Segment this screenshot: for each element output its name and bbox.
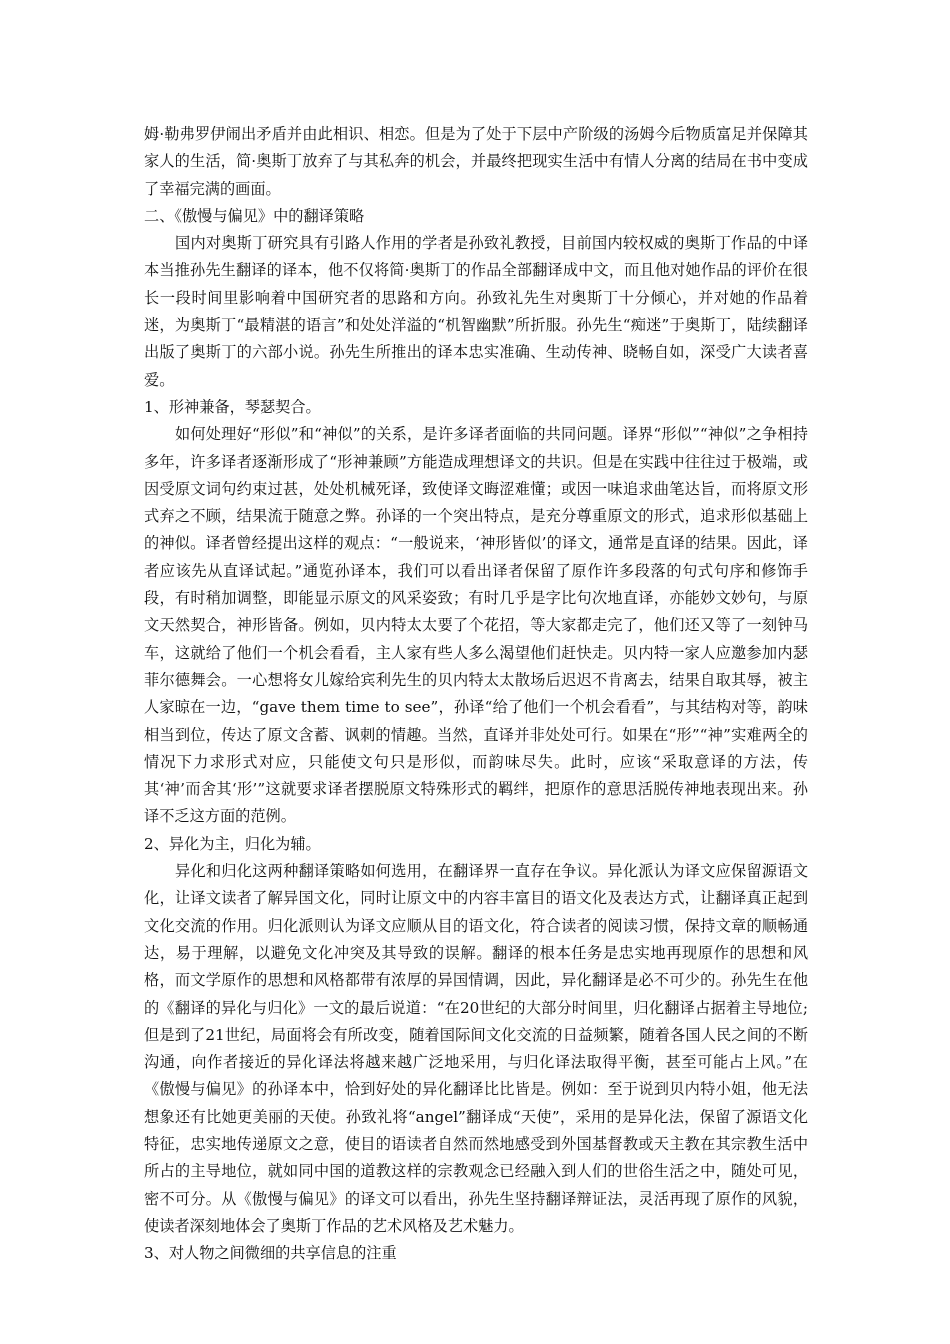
paragraph-sun-zhili: 国内对奥斯丁研究具有引路人作用的学者是孙致礼教授，目前国内较权威的奥斯丁作品的中译本当推孙先生翻译的译本，他不仅将简·奥斯丁的作品全部翻译成中文，而且他对她作品的评价在很长一段时间里影响着中国研究者的思路和方向。孙致礼先生对奥斯丁十分倾心，并对她的作品着迷，为奥斯丁“最精湛的语言”和处处洋溢的“机智幽默”所折服。孙先生“痴迷”于奥斯丁，陆续翻译出版了奥斯丁的六部小说。孙先生所推出的译本忠实准确、生动传神、晓畅自如，深受广大读者喜爱。 bbox=[144, 234, 808, 389]
document-page bbox=[144, 121, 808, 1267]
paragraph-foreignization: 异化和归化这两种翻译策略如何选用，在翻译界一直存在争议。异化派认为译文应保留源语文化，让译文读者了解异国文化，同时让原文中的内容丰富目的语文化及表达方式，让翻译真正起到文化交流的作用。归化派则认为译文应顺从目的语文化，符合读者的阅读习惯，保持文章的顺畅通达，易于理解，以避免文化冲突及其导致的误解。翻译的根本任务是忠实地再现原作的思想和风格，而文学原作的思想和风格都带有浓厚的异国情调，因此，异化翻译是必不可少的。孙先生在他的《翻译的异化与归化》一文的最后说道：“在20世纪的大部分时间里，归化翻译占据着主导地位;但是到了21世纪，局面将会有所改变，随着国际间文化交流的日益频繁，随着各国人民之间的不断沟通，向作者接近的异化译法将越来越广泛地采用，与归化译法取得平衡，甚至可能占上风。”在《傲慢与偏见》的孙译本中，恰到好处的异化翻译比比皆是。例如：至于说到贝内特小姐，他无法想象还有比她更美丽的天使。孙致礼将“angel”翻译成“天使”，采用的是异化法，保留了源语文化特征，忠实地传递原文之意，使目的语读者自然而然地感受到外国基督教或天主教在其宗教生活中所占的主导地位，就如同中国的道教这样的宗教观念已经融入到人们的世俗生活之中，随处可见，密不可分。从《傲慢与偏见》的译文可以看出，孙先生坚持翻译辩证法，灵活再现了原作的风貌，使读者深刻地体会了奥斯丁作品的艺术风格及艺术魅力。 bbox=[144, 862, 808, 1235]
subheading-foreignization: 2、异化为主，归化为辅。 bbox=[144, 834, 321, 853]
paragraph-intro-continued: 姆·勒弗罗伊闹出矛盾并由此相识、相恋。但是为了处于下层中产阶级的汤姆今后物质富足并保障其家人的生活，简·奥斯丁放弃了与其私奔的机会，并最终把现实生活中有情人分离的结局在书中变成了幸福完满的画面。 bbox=[144, 125, 808, 198]
subheading-shared-information: 3、对人物之间微细的共享信息的注重 bbox=[144, 1244, 397, 1263]
subheading-form-and-spirit: 1、形神兼备，琴瑟契合。 bbox=[144, 397, 321, 416]
paragraph-form-and-spirit: 如何处理好“形似”和“神似”的关系，是许多译者面临的共同问题。译界“形似”“神似”之争相持多年，许多译者逐渐形成了“形神兼顾”方能造成理想译文的共识。但是在实践中往往过于极端，或因受原文词句约束过甚，处处机械死译，致使译文晦涩难懂；或因一味追求曲笔达旨，而将原文形式弃之不顾，结果流于随意之弊。孙译的一个突出特点，是充分尊重原文的形式，追求形似基础上的神似。译者曾经提出这样的观点：“一般说来，‘神形皆似’的译文，通常是直译的结果。因此，译者应该先从直译试起。”通览孙译本，我们可以看出译者保留了原作许多段落的句式句序和修饰手段，有时稍加调整，即能显示原文的风采姿致；有时几乎是字比句次地直译，亦能妙文妙句，与原文天然契合，神形皆备。例如，贝内特太太要了个花招，等大家都走完了，他们还又等了一刻钟马车，这就给了他们一个机会看看，主人家有些人多么渴望他们赶快走。贝内特一家人应邀参加内瑟菲尔德舞会。一心想将女儿嫁给宾利先生的贝内特太太散场后迟迟不肯离去，结果自取其辱，被主人家晾在一边，“gave them time to see”，孙译“给了他们一个机会看看”，与其结构对等，韵味相当到位，传达了原文含蓄、讽刺的情趣。当然，直译并非处处可行。如果在“形”“神”实难两全的情况下力求形式对应，只能使文句只是形似，而韵味尽失。此时，应该“采取意译的方法，传其‘神’而舍其‘形’”这就要求译者摆脱原文特殊形式的羁绊，把原作的意思活脱传神地表现出来。孙译不乏这方面的范例。 bbox=[144, 425, 808, 826]
section-heading-translation-strategies: 二、《傲慢与偏见》中的翻译策略 bbox=[144, 206, 365, 225]
